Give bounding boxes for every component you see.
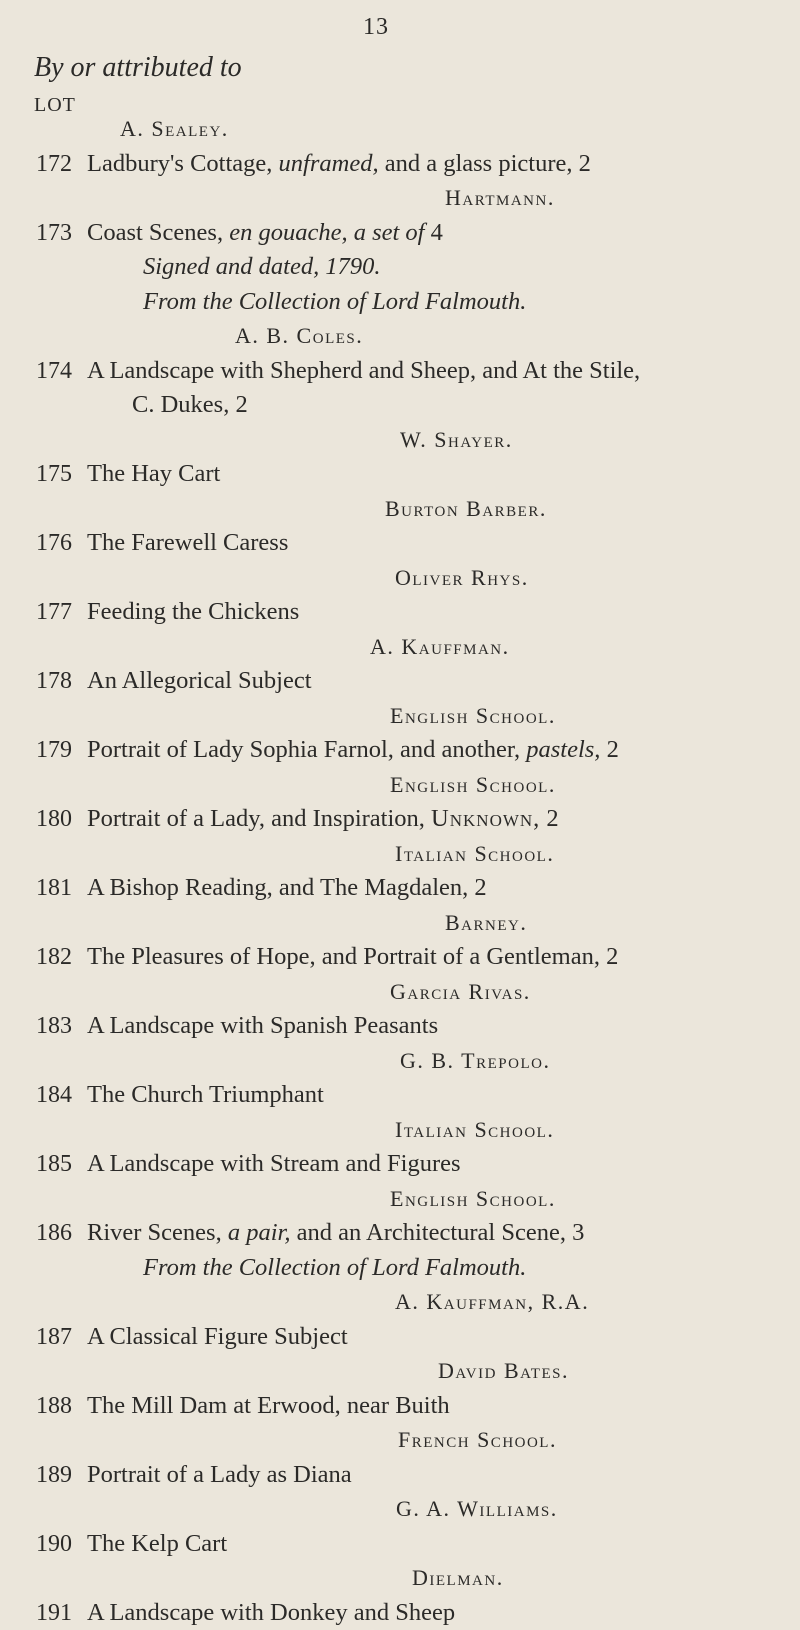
lot-description <box>87 147 591 182</box>
lot-medium: pastels, <box>526 736 600 763</box>
attribution-line <box>0 319 800 354</box>
attribution-line <box>0 112 800 147</box>
lot-entry <box>0 1216 800 1251</box>
lot-entry <box>0 1147 800 1182</box>
lot-title: An Allegorical Subject <box>87 667 312 694</box>
artist-attribution: English School. <box>390 1182 556 1217</box>
lot-number: 185 <box>36 1147 86 1182</box>
artist-attribution: Hartmann. <box>445 181 555 216</box>
artist-attribution: W. Shayer. <box>400 423 513 458</box>
lot-quantity: and a glass picture, 2 <box>379 150 591 177</box>
lot-description <box>87 1009 438 1044</box>
attribution-line <box>0 492 800 527</box>
lot-entry <box>0 216 800 251</box>
attribution-line <box>0 768 800 803</box>
artist-attribution: Italian School. <box>395 837 554 872</box>
lot-description <box>87 664 312 699</box>
lot-description <box>87 802 559 837</box>
lot-description <box>87 1527 227 1562</box>
lot-entry <box>0 595 800 630</box>
page-number: 13 <box>363 14 389 41</box>
lot-attribution-inline: Unknown, <box>431 805 540 832</box>
attribution-line <box>0 1492 800 1527</box>
lot-number: 188 <box>36 1389 86 1424</box>
attribution-line <box>0 1113 800 1148</box>
lot-entry <box>0 457 800 492</box>
lot-title: The Church Triumphant <box>87 1081 324 1108</box>
artist-attribution: A. B. Coles. <box>235 319 363 354</box>
attribution-line <box>0 837 800 872</box>
lot-description <box>87 1596 455 1630</box>
lot-number: 181 <box>36 871 86 906</box>
lot-description <box>87 1078 324 1113</box>
lot-description <box>87 871 487 906</box>
artist-attribution: G. A. Williams. <box>396 1492 558 1527</box>
lot-description <box>87 940 618 975</box>
lot-description <box>87 216 443 251</box>
provenance-note <box>0 250 800 285</box>
lot-quantity: 2 <box>540 805 558 832</box>
attribution-line <box>0 1285 800 1320</box>
attribution-line <box>0 561 800 596</box>
lot-title-continuation <box>0 388 800 423</box>
artist-attribution: David Bates. <box>438 1354 569 1389</box>
lot-title: The Hay Cart <box>87 460 220 487</box>
lot-title: Portrait of a Lady as Diana <box>87 1461 352 1488</box>
attribution-line <box>0 423 800 458</box>
artist-attribution: G. B. Trepolo. <box>400 1044 550 1079</box>
catalogue-list <box>0 112 800 1630</box>
attribution-line <box>0 181 800 216</box>
artist-attribution: Burton Barber. <box>385 492 547 527</box>
lot-description <box>87 1147 461 1182</box>
lot-entry <box>0 1009 800 1044</box>
lot-number: 190 <box>36 1527 86 1562</box>
lot-title: A Landscape with Stream and Figures <box>87 1150 461 1177</box>
artist-attribution: Dielman. <box>412 1561 504 1596</box>
lot-entry <box>0 871 800 906</box>
lot-number: 191 <box>36 1596 86 1630</box>
lot-entry <box>0 1458 800 1493</box>
lot-number: 179 <box>36 733 86 768</box>
lot-description <box>87 1458 352 1493</box>
attribution-line <box>0 1354 800 1389</box>
attribution-line <box>0 975 800 1010</box>
artist-attribution: French School. <box>398 1423 557 1458</box>
lot-note: Signed and dated, 1790. <box>143 250 381 285</box>
lot-number: 187 <box>36 1320 86 1355</box>
lot-number: 177 <box>36 595 86 630</box>
attribution-line <box>0 699 800 734</box>
lot-number: 183 <box>36 1009 86 1044</box>
lot-number: 173 <box>36 216 86 251</box>
lot-title: A Landscape with Shepherd and Sheep, and At the Stile, <box>87 357 640 384</box>
lot-entry <box>0 1320 800 1355</box>
lot-number: 184 <box>36 1078 86 1113</box>
lot-description <box>87 457 220 492</box>
lot-number: 182 <box>36 940 86 975</box>
provenance-note <box>0 1251 800 1286</box>
lot-entry <box>0 147 800 182</box>
artist-attribution: English School. <box>390 699 556 734</box>
artist-attribution: A. Kauffman. <box>370 630 510 665</box>
lot-description <box>87 1320 348 1355</box>
lot-description <box>87 733 619 768</box>
lot-number: 172 <box>36 147 86 182</box>
lot-note: From the Collection of Lord Falmouth. <box>143 1251 526 1286</box>
lot-entry <box>0 1527 800 1562</box>
artist-attribution: A. Sealey. <box>120 112 229 147</box>
lot-number: 180 <box>36 802 86 837</box>
lot-title: The Farewell Caress <box>87 529 288 556</box>
lot-column-header: LOT <box>34 94 76 117</box>
attribution-line <box>0 906 800 941</box>
lot-quantity: 4 <box>425 219 443 246</box>
lot-title: A Bishop Reading, and The Magdalen, 2 <box>87 874 487 901</box>
artist-attribution: Barney. <box>445 906 527 941</box>
lot-title: A Landscape with Spanish Peasants <box>87 1012 438 1039</box>
lot-medium: a pair, <box>228 1219 291 1246</box>
artist-attribution: Italian School. <box>395 1113 554 1148</box>
lot-title: A Classical Figure Subject <box>87 1323 348 1350</box>
attribution-line <box>0 1561 800 1596</box>
lot-title: Coast Scenes, <box>87 219 229 246</box>
lot-description <box>87 1389 450 1424</box>
lot-number: 175 <box>36 457 86 492</box>
attribution-line <box>0 1182 800 1217</box>
lot-note: From the Collection of Lord Falmouth. <box>143 285 526 320</box>
artist-attribution: Garcia Rivas. <box>390 975 531 1010</box>
lot-entry <box>0 1389 800 1424</box>
lot-quantity: 2 <box>600 736 618 763</box>
lot-title: The Kelp Cart <box>87 1530 227 1557</box>
attribution-line <box>0 630 800 665</box>
attribution-line <box>0 1423 800 1458</box>
lot-description <box>87 595 299 630</box>
lot-number: 178 <box>36 664 86 699</box>
lot-title: The Pleasures of Hope, and Portrait of a Gentleman, 2 <box>87 943 618 970</box>
lot-entry <box>0 940 800 975</box>
lot-title: Portrait of a Lady, and Inspiration, <box>87 805 431 832</box>
lot-medium: unframed, <box>279 150 379 177</box>
artist-attribution: English School. <box>390 768 556 803</box>
lot-number: 176 <box>36 526 86 561</box>
section-heading: By or attributed to <box>34 52 242 84</box>
lot-entry <box>0 733 800 768</box>
lot-number: 189 <box>36 1458 86 1493</box>
lot-number: 174 <box>36 354 86 389</box>
lot-entry <box>0 526 800 561</box>
lot-title-continued: C. Dukes, 2 <box>132 388 248 423</box>
lot-description <box>87 354 640 389</box>
lot-title: A Landscape with Donkey and Sheep <box>87 1599 455 1626</box>
lot-description <box>87 526 288 561</box>
lot-title: River Scenes, <box>87 1219 228 1246</box>
artist-attribution: Oliver Rhys. <box>395 561 529 596</box>
artist-attribution: A. Kauffman, R.A. <box>395 1285 589 1320</box>
lot-title: Feeding the Chickens <box>87 598 299 625</box>
lot-entry <box>0 664 800 699</box>
attribution-line <box>0 1044 800 1079</box>
lot-entry <box>0 1078 800 1113</box>
lot-title: Ladbury's Cottage, <box>87 150 279 177</box>
lot-number: 186 <box>36 1216 86 1251</box>
lot-entry <box>0 354 800 389</box>
provenance-note <box>0 285 800 320</box>
lot-title: Portrait of Lady Sophia Farnol, and another, <box>87 736 526 763</box>
lot-title: The Mill Dam at Erwood, near Buith <box>87 1392 450 1419</box>
lot-entry <box>0 802 800 837</box>
lot-quantity: and an Architectural Scene, 3 <box>290 1219 584 1246</box>
lot-entry <box>0 1596 800 1630</box>
lot-description <box>87 1216 584 1251</box>
lot-medium: en gouache, a set of <box>229 219 424 246</box>
